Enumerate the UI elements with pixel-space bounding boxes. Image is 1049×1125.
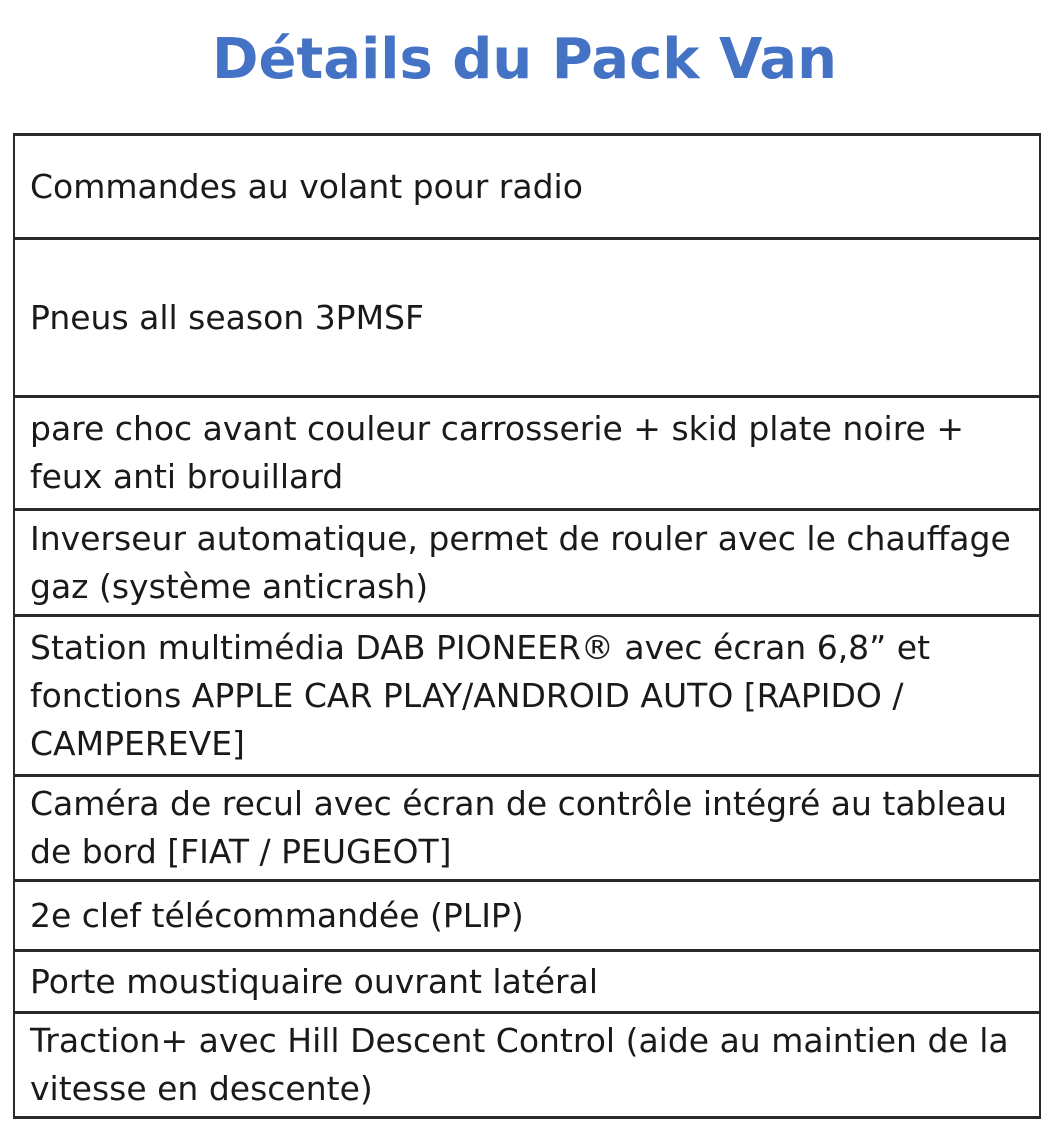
feature-cell: 2e clef télécommandée (PLIP)	[14, 881, 1040, 951]
table-row	[14, 776, 1040, 881]
table-row	[14, 239, 1040, 397]
feature-cell: Porte moustiquaire ouvrant latéral	[14, 951, 1040, 1013]
feature-cell: Inverseur automatique, permet de rouler avec le chauffage gaz (système anticrash)	[14, 510, 1040, 616]
feature-cell: pare choc avant couleur carrosserie + skid plate noire + feux anti brouillard	[14, 397, 1040, 510]
table-row	[14, 135, 1040, 239]
table-row	[14, 881, 1040, 951]
table-row	[14, 397, 1040, 510]
feature-cell: Commandes au volant pour radio	[14, 135, 1040, 239]
feature-cell: Caméra de recul avec écran de contrôle intégré au tableau de bord [FIAT / PEUGEOT]	[14, 776, 1040, 881]
features-table	[13, 133, 1041, 1119]
table-row	[14, 616, 1040, 776]
page-title: Détails du Pack Van	[212, 27, 837, 92]
feature-cell: Station multimédia DAB PIONEER® avec écran 6,8” et fonctions APPLE CAR PLAY/ANDROID AUTO [RAPIDO / CAMPEREVE]	[14, 616, 1040, 776]
feature-cell: Traction+ avec Hill Descent Control (aide au maintien de la vitesse en descente)	[14, 1013, 1040, 1118]
table-row	[14, 951, 1040, 1013]
feature-cell: Pneus all season 3PMSF	[14, 239, 1040, 397]
table-row	[14, 510, 1040, 616]
table-row	[14, 1013, 1040, 1118]
